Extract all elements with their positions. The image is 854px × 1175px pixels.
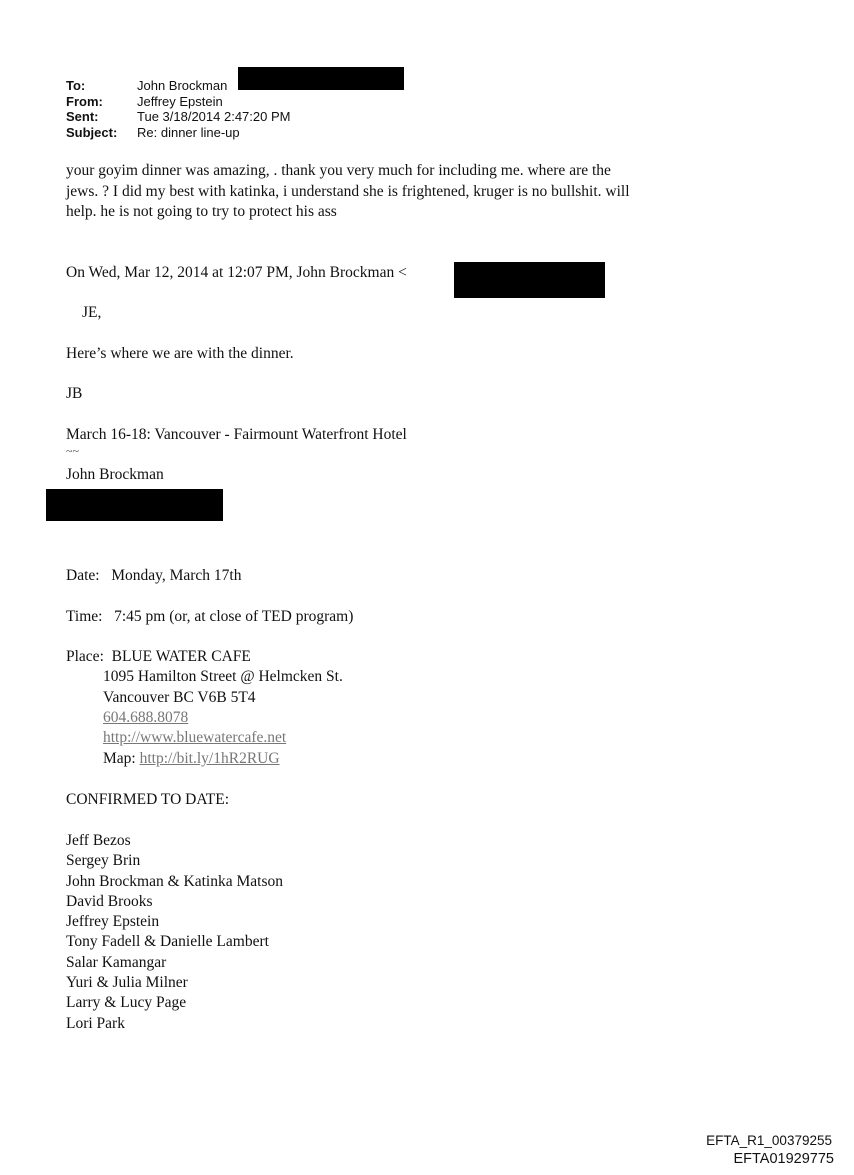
signature-tilde: ~~ xyxy=(66,444,79,458)
time-label: Time: xyxy=(66,608,103,625)
guest-list xyxy=(66,831,283,1034)
address-line-2: Vancouver BC V6B 5T4 xyxy=(103,689,256,706)
doc-code-2: EFTA01929775 xyxy=(733,1151,834,1167)
place-row xyxy=(66,648,251,666)
confirmed-heading: CONFIRMED TO DATE: xyxy=(66,791,230,808)
place-label: Place: xyxy=(66,648,104,665)
from-row xyxy=(66,94,290,110)
signature-name: John Brockman xyxy=(66,466,164,483)
phone-link[interactable]: 604.688.8078 xyxy=(103,709,189,726)
quote-greeting: JE, xyxy=(82,304,102,321)
guest-item: Jeff Bezos xyxy=(66,832,131,849)
time-value: 7:45 pm (or, at close of TED program) xyxy=(114,608,354,625)
quote-initials: JB xyxy=(66,385,83,402)
guest-item: Sergey Brin xyxy=(66,852,141,870)
to-label: To: xyxy=(66,78,86,93)
sent-label: Sent: xyxy=(66,109,99,124)
guest-item: Lori Park xyxy=(66,1014,125,1032)
date-row xyxy=(66,567,242,585)
subject-row xyxy=(66,125,290,141)
map-link[interactable]: http://bit.ly/1hR2RUG xyxy=(139,750,280,767)
map-label: Map: xyxy=(103,750,136,767)
quote-line: Here’s where we are with the dinner. xyxy=(66,345,294,362)
date-label: Date: xyxy=(66,567,100,584)
event-line: March 16-18: Vancouver - Fairmount Waterfront Hotel xyxy=(66,426,407,443)
body-line-3: help. he is not going to try to protect his ass xyxy=(66,203,337,220)
place-name: BLUE WATER CAFE xyxy=(111,648,251,665)
body-line-2: jews. ? I did my best with katinka, i understand she is frightened, kruger is no bullshit. will xyxy=(66,183,630,200)
redaction-box xyxy=(454,262,605,298)
guest-item: Salar Kamangar xyxy=(66,953,167,971)
guest-item: Larry & Lucy Page xyxy=(66,994,187,1012)
website-link[interactable]: http://www.bluewatercafe.net xyxy=(103,729,287,746)
quote-intro-before: On Wed, Mar 12, 2014 at 12:07 PM, John Brockman < xyxy=(66,264,407,281)
guest-item: Tony Fadell & Danielle Lambert xyxy=(66,933,269,951)
sent-row xyxy=(66,109,290,125)
address-line-1: 1095 Hamilton Street @ Helmcken St. xyxy=(103,668,343,685)
doc-code-1: EFTA_R1_00379255 xyxy=(706,1133,832,1148)
guest-item: John Brockman & Katinka Matson xyxy=(66,872,283,890)
from-value: Jeffrey Epstein xyxy=(137,93,223,109)
sent-value: Tue 3/18/2014 2:47:20 PM xyxy=(137,109,291,124)
time-row xyxy=(66,608,353,626)
guest-item: David Brooks xyxy=(66,892,153,910)
from-label: From: xyxy=(66,93,103,109)
to-value: John Brockman xyxy=(137,78,228,93)
redaction-box xyxy=(46,489,223,521)
guest-item: Jeffrey Epstein xyxy=(66,913,160,931)
redaction-box xyxy=(238,67,404,90)
body-line-1: your goyim dinner was amazing, . thank you very much for including me. where are the xyxy=(66,162,611,179)
guest-item: Yuri & Julia Milner xyxy=(66,974,188,992)
date-value: Monday, March 17th xyxy=(111,567,242,584)
subject-value: Re: dinner line-up xyxy=(137,124,240,140)
map-row xyxy=(103,750,280,768)
subject-label: Subject: xyxy=(66,124,118,140)
